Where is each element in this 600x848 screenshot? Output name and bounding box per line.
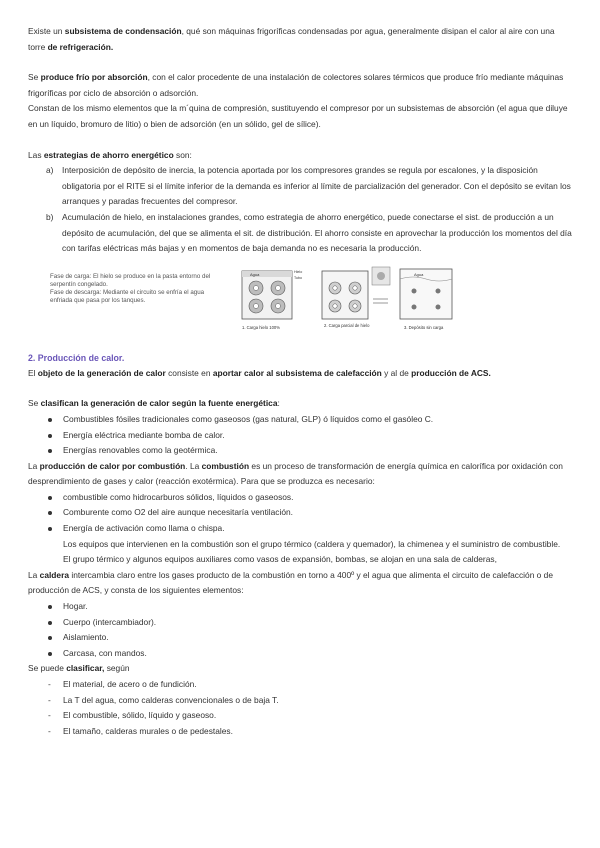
- list-item-text: El tamaño, calderas murales o de pedestales.: [63, 725, 233, 736]
- list-item-text: Combustibles fósiles tradicionales como gaseosos (gas natural, GLP) ó líquidos como el gasóleo C.: [63, 413, 434, 424]
- list-item: [28, 443, 573, 459]
- list-item: - El tamaño, calderas murales o de pedestales.: [48, 725, 233, 736]
- bold-run: caldera: [39, 569, 69, 580]
- text-run: consiste en: [165, 367, 213, 378]
- list-item: [28, 615, 573, 631]
- list-item: [28, 599, 573, 615]
- list-item: [28, 505, 573, 521]
- list-item-text: Energía eléctrica mediante bomba de calor.: [63, 429, 225, 440]
- heat-objective-paragraph: [28, 366, 573, 382]
- combustion-needs-list: [28, 490, 573, 568]
- intro-paragraph-elements: [28, 101, 573, 132]
- bold-run: objeto de la generación de calor: [37, 367, 166, 378]
- list-item-text: Energías renovables como la geotérmica.: [63, 445, 218, 456]
- list-continuation: [28, 537, 573, 553]
- label-tank-full: 1. Carga hielo 100%: [242, 324, 280, 330]
- list-item-text: combustible como hidrocarburos sólidos, líquidos o gaseosos.: [63, 491, 294, 502]
- section-heading-heat-production: 2. Producción de calor.: [28, 352, 125, 363]
- classify-list: [28, 677, 573, 739]
- text-run: Se puede: [28, 663, 67, 674]
- boiler-paragraph: [28, 568, 573, 599]
- list-continuation-text: El grupo térmico y algunos equipos auxiliares como vasos de expansión, bombas, se alojan en una sala de calderas,: [63, 554, 497, 565]
- bold-run: estrategias de ahorro energético: [43, 149, 174, 160]
- list-item: [28, 412, 573, 428]
- list-item-text: El material, de acero o de fundición.: [63, 679, 197, 689]
- figure-caption-discharge: Fase de descarga: Mediante el circuito se enfría el agua enfriada que pasa por los tanques.: [50, 288, 205, 304]
- text-run: :: [277, 398, 280, 409]
- list-item-text: La T del agua, como calderas convencionales o de baja T.: [63, 694, 279, 705]
- bold-run: combustión: [201, 460, 250, 471]
- bold-run: producción de calor por combustión: [39, 460, 186, 471]
- label-hielo: Hielo: [294, 269, 303, 274]
- text-run: y al de: [381, 367, 412, 378]
- list-item: [28, 521, 573, 537]
- text-run: Se: [28, 398, 41, 409]
- list-item: - La T del agua, como calderas convencionales o de baja T.: [48, 694, 279, 705]
- intro-paragraph-absorption: [28, 70, 573, 101]
- ice-storage-figure: [28, 261, 573, 337]
- bold-run: clasificar,: [66, 663, 105, 674]
- text-run: es un proceso de transformación de energía química en calorífica por oxidación con desprendimiento de gases y calor (reacción exotérmica). Para que se produzca es necesario:: [28, 460, 563, 487]
- bold-run: produce frío por absorción: [40, 72, 148, 83]
- list-item: [28, 630, 573, 646]
- figure-caption-charge: Fase de carga: El hielo se produce en la pasta entorno del serpentín congelado.: [50, 272, 211, 288]
- text-run: según: [104, 663, 130, 674]
- strategy-item: [28, 210, 573, 257]
- tank-partial-ice: [322, 267, 390, 328]
- list-item-text: Hogar.: [63, 601, 88, 612]
- text-run: , qué son máquinas frigoríficas condensadas por agua, generalmente disipan el calor al aire con una torre: [28, 26, 555, 52]
- text-run: La: [28, 569, 40, 580]
- bold-run: de refrigeración.: [47, 41, 114, 52]
- bold-run: clasifican la generación de calor según la fuente energética: [40, 398, 278, 409]
- bold-run: producción de ACS.: [411, 367, 491, 378]
- list-item: - El combustible, sólido, líquido y gaseoso.: [48, 710, 217, 721]
- list-item: [28, 646, 573, 662]
- strategies-list: [28, 163, 573, 257]
- list-continuation-text: Los equipos que intervienen en la combustión son el grupo térmico (caldera y quemador), la chimenea y el suministro de combustible.: [63, 538, 561, 549]
- text-run: La: [28, 460, 40, 471]
- figure-caption: [50, 273, 228, 305]
- label-tank-empty: 3. Depósito sin carga: [404, 324, 444, 330]
- label-tank-partial: 2. Carga parcial de hielo: [324, 322, 370, 328]
- classify-intro: [28, 661, 573, 677]
- list-item-text: Carcasa, con mandos.: [63, 647, 147, 658]
- list-item-text: El combustible, sólido, líquido y gaseoso.: [63, 710, 217, 721]
- intro-paragraph-condensation: [28, 24, 573, 55]
- text-run: . La: [185, 460, 202, 471]
- energy-sources-list: [28, 412, 573, 459]
- bold-run: subsistema de condensación: [64, 26, 182, 36]
- tank-full-ice: [242, 270, 302, 330]
- label-agua-2: Agua: [414, 271, 424, 277]
- list-marker: b): [46, 211, 54, 222]
- strategies-intro: [28, 148, 573, 164]
- list-item: [28, 428, 573, 444]
- heat-classification-intro: [28, 396, 573, 412]
- combustion-paragraph: [28, 459, 573, 490]
- text-run: Las: [28, 149, 44, 160]
- strategy-text: Acumulación de hielo, en instalaciones grandes, como estrategia de ahorro energético, puede conectarse el sist. de producción a un depósito de acumulación, del que se alimenta el sit. de distribución. El ahorro consiste en aprovechar la producción los momentos del día con tarifas eléctricas más bajas y en momentos de baja demanda no es necesaria la producción.: [62, 211, 572, 254]
- list-item: - El material, de acero o de fundición.: [48, 679, 197, 689]
- text-run: Se: [28, 72, 41, 83]
- list-item-text: Cuerpo (intercambiador).: [63, 616, 157, 627]
- strategy-text: Interposición de depósito de inercia, la potencia aportada por los compresores grandes se regula por escalones, y la disposición obligatoria por el RITE si el límite inferior de la demanda es inferior al límite de parcialización del generador. Con el depósito se evitan los arranques y paradas frecuentes del compresor.: [62, 165, 571, 207]
- ice-storage-diagram: [228, 261, 468, 337]
- text-run: son:: [173, 149, 192, 160]
- tank-empty: [400, 269, 452, 330]
- document-page: [28, 24, 573, 739]
- text-run: El: [28, 367, 38, 378]
- list-item-text: Aislamiento.: [63, 632, 109, 643]
- boiler-elements-list: [28, 599, 573, 661]
- strategy-item: [28, 163, 573, 210]
- text-run: Constan de los mismo elementos que la m´quina de compresión, sustituyendo el compresor por un subsistemas de absorción (el agua que diluye en un líquido, bromuro de litio) o bien de adsorción (en un sólido, gel de sílice).: [28, 103, 568, 129]
- text-run: intercambia claro entre los gases producto de la combustión en torno a 400º y el agua que alimenta el circuito de calefacción o de producción de ACS, y consta de los siguientes elementos:: [28, 569, 553, 596]
- label-tubo: Tubo: [294, 275, 303, 280]
- text-run: , con el calor procedente de una instalación de colectores solares térmicos que produce frío mediante máquinas frigoríficas por ciclo de absorción o adsorción.: [28, 72, 564, 98]
- bold-run: aportar calor al subsistema de calefacción: [212, 367, 382, 378]
- label-agua: Agua: [250, 271, 260, 277]
- text-run: Existe un: [28, 26, 65, 36]
- list-continuation: [28, 552, 573, 568]
- list-item-text: Energía de activación como llama o chispa.: [63, 523, 225, 534]
- list-item-text: Comburente como O2 del aire aunque necesitaría ventilación.: [63, 507, 293, 518]
- list-item: [28, 490, 573, 506]
- list-marker: a): [46, 165, 54, 176]
